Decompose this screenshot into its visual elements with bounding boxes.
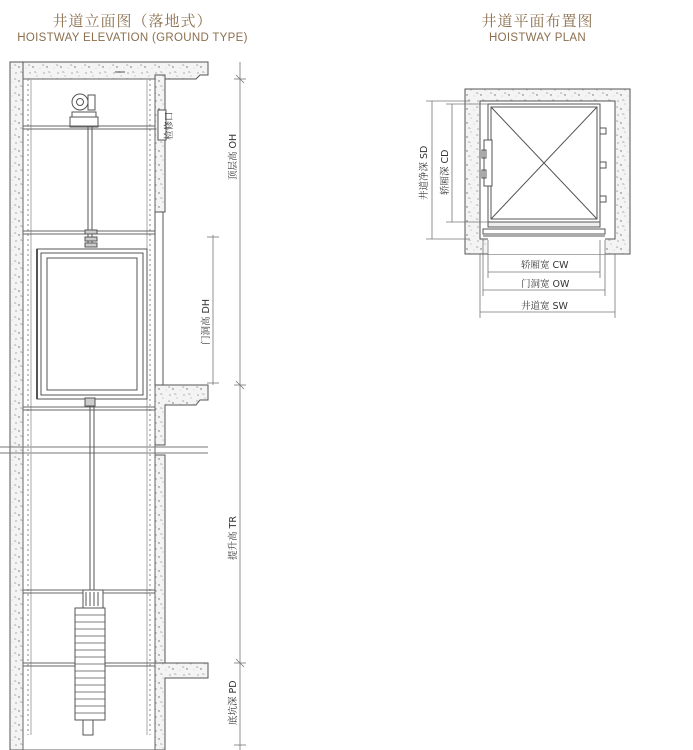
counterweight <box>75 608 105 720</box>
elevation-title-zh: 井道立面图（落地式） <box>52 12 213 30</box>
elevation-drawing <box>0 62 208 750</box>
label-car-depth: 轿厢深 CD <box>440 149 451 195</box>
right-wall-middle <box>155 455 165 665</box>
label-shaft-depth: 井道净深 SD <box>419 145 430 200</box>
elevation-dimensions <box>207 62 246 750</box>
label-service-door: 检修口 <box>164 111 175 140</box>
label-pit-depth: 底坑深 PD <box>228 680 239 725</box>
plan-title-zh: 井道平面布置图 <box>481 12 594 30</box>
right-wall-upper <box>155 75 165 212</box>
left-wall <box>10 62 23 750</box>
label-car-width: 轿厢宽 CW <box>521 260 569 271</box>
label-travel: 提升高 TR <box>228 516 239 560</box>
elevator-car <box>37 249 147 399</box>
label-opening-width: 门洞宽 OW <box>521 279 570 290</box>
label-door-height: 门洞高 DH <box>201 299 212 345</box>
traction-sheave <box>72 94 88 110</box>
plan-title-en: HOISTWAY PLAN <box>489 31 586 44</box>
floor-slab-upper <box>155 385 208 445</box>
label-overhead: 顶层高 OH <box>228 133 239 180</box>
label-shaft-width: 井道宽 SW <box>521 301 568 312</box>
elevation-title-en: HOISTWAY ELEVATION (GROUND TYPE) <box>17 31 248 44</box>
ground-slab <box>155 663 208 750</box>
top-slab <box>10 62 208 79</box>
plan-drawing <box>465 89 630 254</box>
